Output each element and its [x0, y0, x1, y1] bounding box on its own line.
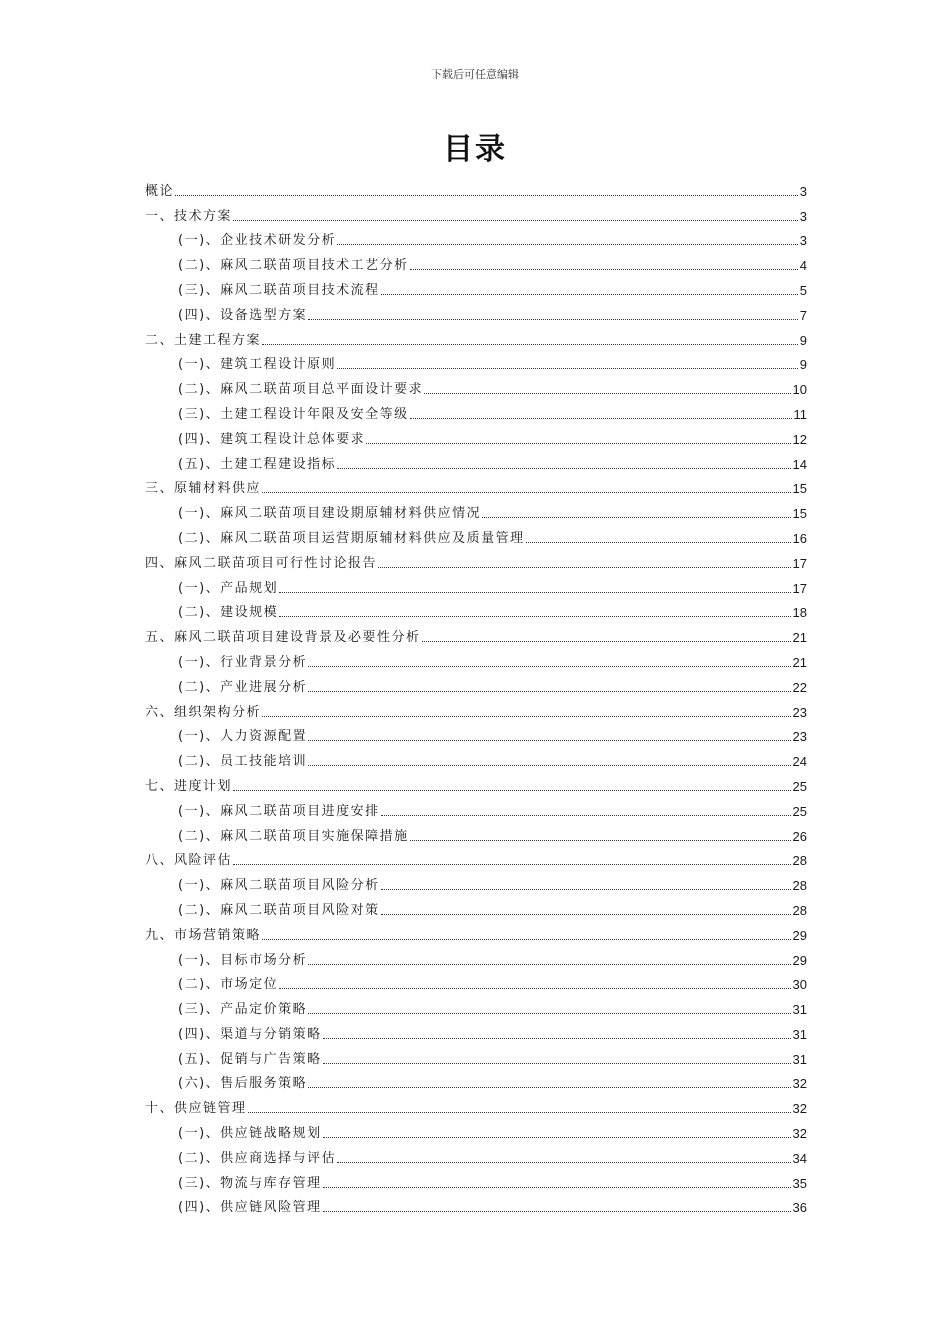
toc-dot-leader — [323, 1038, 791, 1039]
toc-dot-leader — [337, 368, 798, 369]
toc-dot-leader — [248, 1112, 791, 1113]
toc-page-number: 3 — [799, 233, 807, 249]
toc-subentry[interactable] — [145, 299, 807, 324]
toc-subentry[interactable] — [145, 373, 807, 398]
toc-dot-leader — [422, 641, 791, 642]
toc-page-number: 23 — [792, 729, 807, 745]
toc-page-number: 36 — [792, 1200, 807, 1216]
toc-entry[interactable] — [145, 919, 807, 944]
toc-dot-leader — [308, 1087, 790, 1088]
toc-entry[interactable] — [145, 547, 807, 572]
toc-page-number: 11 — [793, 406, 807, 422]
toc-page-number: 32 — [792, 1076, 807, 1092]
toc-dot-leader — [262, 492, 791, 493]
toc-page-number: 3 — [799, 183, 807, 199]
toc-page-number: 25 — [792, 803, 807, 819]
toc-entry[interactable] — [145, 175, 807, 200]
toc-page-number: 16 — [792, 530, 807, 546]
toc-entry-title: 一、技术方案 — [145, 208, 233, 224]
toc-page-number: 31 — [792, 1051, 807, 1067]
toc-dot-leader — [323, 1187, 791, 1188]
toc-entry[interactable] — [145, 696, 807, 721]
toc-entry-title: (二)、麻风二联苗项目风险对策 — [178, 902, 380, 918]
toc-entry[interactable] — [145, 770, 807, 795]
toc-subentry[interactable] — [145, 671, 807, 696]
toc-page-number: 32 — [792, 1126, 807, 1142]
toc-entry-title: (一)、麻风二联苗项目进度安排 — [178, 803, 380, 819]
toc-dot-leader — [337, 468, 790, 469]
toc-subentry[interactable] — [145, 497, 807, 522]
toc-entry-title: (一)、目标市场分析 — [178, 952, 308, 968]
toc-entry-title: (三)、麻风二联苗项目技术流程 — [178, 282, 380, 298]
toc-page-number: 17 — [792, 555, 807, 571]
toc-entry-title: (三)、产品定价策略 — [178, 1002, 308, 1018]
toc-dot-leader — [381, 914, 791, 915]
toc-subentry[interactable] — [145, 249, 807, 274]
toc-dot-leader — [308, 319, 798, 320]
toc-entry-title: (四)、建筑工程设计总体要求 — [178, 431, 366, 447]
toc-subentry[interactable] — [145, 1167, 807, 1192]
toc-page-number: 31 — [792, 1002, 807, 1018]
toc-subentry[interactable] — [145, 1018, 807, 1043]
toc-page-number: 15 — [792, 481, 807, 497]
toc-entry[interactable] — [145, 473, 807, 498]
toc-dot-leader — [279, 616, 790, 617]
toc-dot-leader — [337, 1162, 790, 1163]
toc-entry-title: (一)、供应链战略规划 — [178, 1126, 322, 1142]
toc-entry-title: (二)、建设规模 — [178, 605, 279, 621]
toc-entry-title: (一)、企业技术研发分析 — [178, 233, 337, 249]
toc-page-number: 18 — [792, 605, 807, 621]
toc-dot-leader — [308, 1013, 790, 1014]
toc-entry-title: (三)、物流与库存管理 — [178, 1175, 322, 1191]
toc-entry-title: (六)、售后服务策略 — [178, 1076, 308, 1092]
toc-subentry[interactable] — [145, 944, 807, 969]
toc-subentry[interactable] — [145, 1142, 807, 1167]
toc-dot-leader — [526, 542, 791, 543]
toc-dot-leader — [323, 1211, 791, 1212]
toc-page-number: 26 — [792, 828, 807, 844]
toc-page-number: 17 — [792, 580, 807, 596]
toc-dot-leader — [233, 790, 791, 791]
toc-dot-leader — [410, 269, 798, 270]
toc-subentry[interactable] — [145, 820, 807, 845]
toc-dot-leader — [308, 740, 790, 741]
toc-entry-title: (一)、建筑工程设计原则 — [178, 357, 337, 373]
toc-entry-title: (二)、市场定位 — [178, 977, 279, 993]
toc-subentry[interactable] — [145, 349, 807, 374]
toc-entry-title: 八、风险评估 — [145, 853, 233, 869]
toc-entry-title: (二)、麻风二联苗项目运营期原辅材料供应及质量管理 — [178, 530, 525, 546]
toc-page-number: 28 — [792, 853, 807, 869]
toc-subentry[interactable] — [145, 1068, 807, 1093]
toc-dot-leader — [233, 864, 791, 865]
toc-entry-title: (二)、麻风二联苗项目实施保障措施 — [178, 828, 409, 844]
toc-subentry[interactable] — [145, 448, 807, 473]
toc-dot-leader — [366, 443, 790, 444]
toc-entry[interactable] — [145, 324, 807, 349]
toc-entry-title: (二)、麻风二联苗项目技术工艺分析 — [178, 258, 409, 274]
toc-dot-leader — [175, 195, 798, 196]
toc-entry-title: 三、原辅材料供应 — [145, 481, 262, 497]
toc-entry-title: (四)、渠道与分销策略 — [178, 1026, 322, 1042]
toc-dot-leader — [381, 889, 791, 890]
toc-page-number: 7 — [799, 307, 807, 323]
toc-subentry[interactable] — [145, 1043, 807, 1068]
toc-dot-leader — [482, 517, 790, 518]
toc-dot-leader — [279, 988, 790, 989]
toc-subentry[interactable] — [145, 993, 807, 1018]
toc-page-number: 31 — [792, 1026, 807, 1042]
toc-dot-leader — [308, 666, 790, 667]
toc-entry-title: (二)、麻风二联苗项目总平面设计要求 — [178, 382, 424, 398]
toc-entry-title: 概论 — [145, 183, 175, 199]
toc-page-number: 3 — [799, 208, 807, 224]
toc-page-number: 15 — [792, 506, 807, 522]
toc-entry-title: (一)、人力资源配置 — [178, 729, 308, 745]
toc-dot-leader — [262, 939, 791, 940]
toc-entry[interactable] — [145, 845, 807, 870]
toc-page-number: 21 — [792, 654, 807, 670]
toc-page-number: 9 — [799, 357, 807, 373]
toc-entry[interactable] — [145, 1092, 807, 1117]
toc-entry-title: (一)、产品规划 — [178, 580, 279, 596]
toc-dot-leader — [262, 344, 798, 345]
toc-dot-leader — [410, 840, 791, 841]
toc-dot-leader — [323, 1063, 791, 1064]
toc-entry-title: 五、麻风二联苗项目建设背景及必要性分析 — [145, 630, 421, 646]
toc-dot-leader — [308, 964, 790, 965]
toc-dot-leader — [410, 418, 792, 419]
toc-entry-title: (一)、麻风二联苗项目风险分析 — [178, 878, 380, 894]
toc-page-number: 14 — [792, 456, 807, 472]
toc-dot-leader — [378, 567, 791, 568]
toc-subentry[interactable] — [145, 1192, 807, 1217]
toc-page-number: 21 — [792, 630, 807, 646]
toc-dot-leader — [337, 244, 798, 245]
toc-entry-title: (四)、设备选型方案 — [178, 307, 308, 323]
toc-subentry[interactable] — [145, 572, 807, 597]
toc-page-number: 5 — [799, 282, 807, 298]
toc-dot-leader — [262, 716, 791, 717]
toc-page-number: 28 — [792, 878, 807, 894]
toc-page-number: 10 — [792, 382, 807, 398]
toc-page-number: 25 — [792, 778, 807, 794]
toc-entry-title: 六、组织架构分析 — [145, 704, 262, 720]
toc-page-number: 12 — [792, 431, 807, 447]
toc-subentry[interactable] — [145, 225, 807, 250]
toc-subentry[interactable] — [145, 398, 807, 423]
toc-entry-title: (五)、土建工程建设指标 — [178, 456, 337, 472]
toc-subentry[interactable] — [145, 274, 807, 299]
toc-entry-title: (二)、产业进展分析 — [178, 679, 308, 695]
toc-entry-title: (一)、行业背景分析 — [178, 654, 308, 670]
toc-dot-leader — [308, 691, 790, 692]
toc-entry-title: (三)、土建工程设计年限及安全等级 — [178, 406, 409, 422]
toc-entry-title: 七、进度计划 — [145, 778, 233, 794]
toc-page-number: 23 — [792, 704, 807, 720]
page-header-note: 下载后可任意编辑 — [431, 68, 519, 81]
toc-page-number: 34 — [792, 1150, 807, 1166]
toc-entry-title: (二)、供应商选择与评估 — [178, 1150, 337, 1166]
toc-entry-title: 四、麻风二联苗项目可行性讨论报告 — [145, 555, 378, 571]
toc-dot-leader — [424, 393, 790, 394]
toc-subentry[interactable] — [145, 745, 807, 770]
toc-entry-title: (五)、促销与广告策略 — [178, 1051, 322, 1067]
toc-dot-leader — [233, 220, 798, 221]
toc-subentry[interactable] — [145, 646, 807, 671]
toc-subentry[interactable] — [145, 869, 807, 894]
toc-subentry[interactable] — [145, 597, 807, 622]
toc-page-number: 29 — [792, 952, 807, 968]
toc-subentry[interactable] — [145, 423, 807, 448]
toc-page-number: 22 — [792, 679, 807, 695]
toc-page-number: 32 — [792, 1101, 807, 1117]
toc-entry-title: (四)、供应链风险管理 — [178, 1200, 322, 1216]
toc-page-number: 35 — [792, 1175, 807, 1191]
toc-entry-title: 九、市场营销策略 — [145, 927, 262, 943]
page-title: 目录 — [443, 132, 507, 167]
toc-page-number: 30 — [792, 977, 807, 993]
toc-page-number: 29 — [792, 927, 807, 943]
toc-subentry[interactable] — [145, 894, 807, 919]
toc-page-number: 24 — [792, 754, 807, 770]
toc-page-number: 9 — [799, 332, 807, 348]
toc-dot-leader — [308, 765, 790, 766]
toc-dot-leader — [323, 1137, 791, 1138]
toc-entry-title: (一)、麻风二联苗项目建设期原辅材料供应情况 — [178, 506, 482, 522]
toc-entry[interactable] — [145, 621, 807, 646]
toc-dot-leader — [381, 294, 798, 295]
toc-subentry[interactable] — [145, 969, 807, 994]
table-of-contents — [145, 175, 807, 1216]
toc-entry-title: 二、土建工程方案 — [145, 332, 262, 348]
toc-entry-title: 十、供应链管理 — [145, 1101, 247, 1117]
toc-subentry[interactable] — [145, 522, 807, 547]
toc-subentry[interactable] — [145, 795, 807, 820]
toc-entry-title: (二)、员工技能培训 — [178, 754, 308, 770]
toc-subentry[interactable] — [145, 721, 807, 746]
toc-dot-leader — [279, 592, 790, 593]
toc-entry[interactable] — [145, 200, 807, 225]
toc-dot-leader — [381, 815, 791, 816]
toc-page-number: 4 — [799, 258, 807, 274]
toc-page-number: 28 — [792, 902, 807, 918]
toc-subentry[interactable] — [145, 1117, 807, 1142]
